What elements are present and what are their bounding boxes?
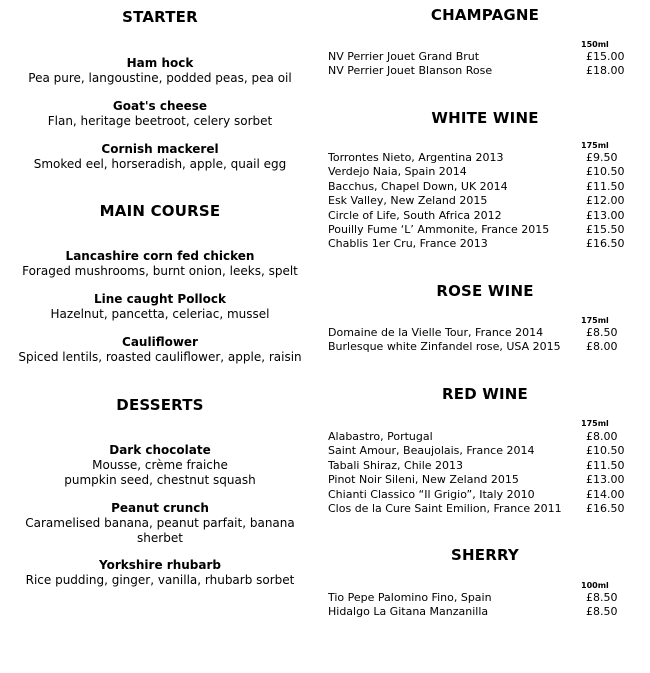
wine-name: Hidalgo La Gitana Manzanilla: [328, 605, 489, 619]
red-wine-heading: RED WINE: [442, 385, 528, 403]
sherry-list: [328, 591, 624, 620]
wine-name: Chablis 1er Cru, France 2013: [328, 237, 488, 251]
wine-name: Esk Valley, New Zeland 2015: [328, 194, 488, 208]
dish-description: Hazelnut, pancetta, celeriac, mussel: [50, 307, 270, 321]
wine-name: Circle of Life, South Africa 2012: [328, 208, 502, 222]
wine-row: [328, 488, 624, 502]
wine-row: [328, 180, 624, 194]
white-wine-list: [328, 151, 624, 252]
dish-description: Caramelised banana, peanut parfait, banana: [25, 516, 295, 530]
wine-name: NV Perrier Jouet Grand Brut: [328, 50, 480, 63]
wine-row: [328, 209, 624, 223]
champagne-list: [328, 50, 624, 79]
serving-size: 100ml: [581, 581, 609, 590]
wine-row: [328, 502, 624, 516]
dish-name: Cornish mackerel: [101, 142, 219, 156]
champagne-heading: CHAMPAGNE: [430, 6, 540, 24]
wine-row: [328, 237, 624, 251]
wine-row: [328, 326, 624, 340]
wine-price: £12.00: [586, 194, 625, 208]
dish-description: Mousse, crème fraiche: [92, 458, 228, 472]
dish-name: Ham hock: [126, 56, 194, 70]
dish-ham-hock: [0, 56, 320, 86]
wine-price: £9.50: [586, 151, 618, 164]
dish-name: Goat's cheese: [112, 99, 208, 113]
wine-name: Clos de la Cure Saint Emilion, France 2011: [328, 502, 562, 516]
wine-price: £11.50: [586, 179, 625, 193]
dish-dark-chocolate: [0, 443, 320, 488]
dish-description: Rice pudding, ginger, vanilla, rhubarb sorbet: [25, 573, 295, 587]
dish-description: Pea pure, langoustine, podded peas, pea oil: [28, 71, 292, 85]
wine-name: Bacchus, Chapel Down, UK 2014: [328, 179, 508, 193]
wine-name: Alabastro, Portugal: [328, 430, 433, 443]
wine-row: [328, 473, 624, 487]
wine-name: Saint Amour, Beaujolais, France 2014: [328, 444, 535, 458]
dish-goats-cheese: [0, 99, 320, 129]
starter-heading: STARTER: [122, 8, 198, 26]
dish-description-line2: sherbet: [137, 531, 183, 545]
wine-name: Pinot Noir Sileni, New Zeland 2015: [328, 473, 519, 487]
wine-row: [328, 591, 624, 605]
serving-size: 175ml: [581, 419, 609, 428]
wine-price: £8.50: [586, 605, 618, 619]
wine-row: [328, 340, 624, 354]
dish-lancashire-chicken: [0, 249, 320, 279]
dish-description: Foraged mushrooms, burnt onion, leeks, spelt: [22, 264, 298, 278]
wine-name: Verdejo Naia, Spain 2014: [328, 165, 467, 179]
wine-price: £8.00: [586, 340, 618, 354]
dish-description: Flan, heritage beetroot, celery sorbet: [47, 114, 273, 128]
dish-name: Peanut crunch: [111, 501, 209, 515]
serving-size: 175ml: [581, 316, 609, 325]
dish-name: Cauliflower: [122, 335, 198, 349]
wine-price: £14.00: [586, 487, 625, 501]
wine-price: £18.00: [586, 64, 625, 78]
dish-name: Yorkshire rhubarb: [99, 558, 221, 572]
wine-row: [328, 165, 624, 179]
wine-name: Burlesque white Zinfandel rose, USA 2015: [328, 340, 561, 354]
wine-price: £16.50: [586, 502, 625, 516]
dish-description-line2: pumpkin seed, chestnut squash: [64, 473, 256, 487]
main-course-heading: MAIN COURSE: [99, 202, 221, 220]
wine-row: [328, 223, 624, 237]
wine-price: £11.50: [586, 458, 625, 472]
dish-name: Dark chocolate: [109, 443, 211, 457]
dish-pollock: [0, 292, 320, 322]
wine-row: [328, 459, 624, 473]
dish-description: Smoked eel, horseradish, apple, quail egg: [33, 157, 287, 171]
dish-cornish-mackerel: [0, 142, 320, 172]
rose-wine-list: [328, 326, 624, 355]
wine-price: £8.50: [586, 326, 618, 339]
rose-wine-heading: ROSE WINE: [436, 282, 534, 300]
white-wine-heading: WHITE WINE: [431, 109, 539, 127]
wine-name: Tio Pepe Palomino Fino, Spain: [328, 591, 492, 604]
dish-description: Spiced lentils, roasted cauliflower, apple, raisin: [18, 350, 302, 364]
wine-row: [328, 50, 624, 64]
wine-price: £10.50: [586, 165, 625, 179]
red-wine-list: [328, 430, 624, 516]
dish-peanut-crunch: [0, 501, 320, 546]
wine-name: Domaine de la Vielle Tour, France 2014: [328, 326, 544, 339]
wine-price: £16.50: [586, 237, 625, 251]
desserts-heading: DESSERTS: [116, 396, 204, 414]
wine-name: Tabali Shiraz, Chile 2013: [328, 458, 464, 472]
wine-name: NV Perrier Jouet Blanson Rose: [328, 64, 493, 78]
wine-row: [328, 64, 624, 78]
serving-size: 175ml: [581, 141, 609, 150]
wine-price: £13.00: [586, 208, 625, 222]
wine-name: Chianti Classico “Il Grigio”, Italy 2010: [328, 487, 535, 501]
dish-name: Line caught Pollock: [93, 292, 227, 306]
wine-row: [328, 194, 624, 208]
wine-price: £10.50: [586, 444, 625, 458]
wine-row: [328, 151, 624, 165]
wine-price: £15.50: [586, 223, 625, 237]
dish-yorkshire-rhubarb: [0, 558, 320, 588]
wine-name: Torrontes Nieto, Argentina 2013: [328, 151, 504, 164]
wine-price: £15.00: [586, 50, 625, 63]
wine-row: [328, 444, 624, 458]
wine-price: £8.50: [586, 591, 618, 604]
serving-size: 150ml: [581, 40, 609, 49]
sherry-heading: SHERRY: [451, 546, 519, 564]
wine-row: [328, 430, 624, 444]
wine-name: Pouilly Fume ‘L’ Ammonite, France 2015: [328, 223, 550, 237]
wine-price: £8.00: [586, 430, 618, 443]
wine-price: £13.00: [586, 473, 625, 487]
wine-row: [328, 605, 624, 619]
dish-name: Lancashire corn fed chicken: [65, 249, 255, 263]
dish-cauliflower: [0, 335, 320, 365]
